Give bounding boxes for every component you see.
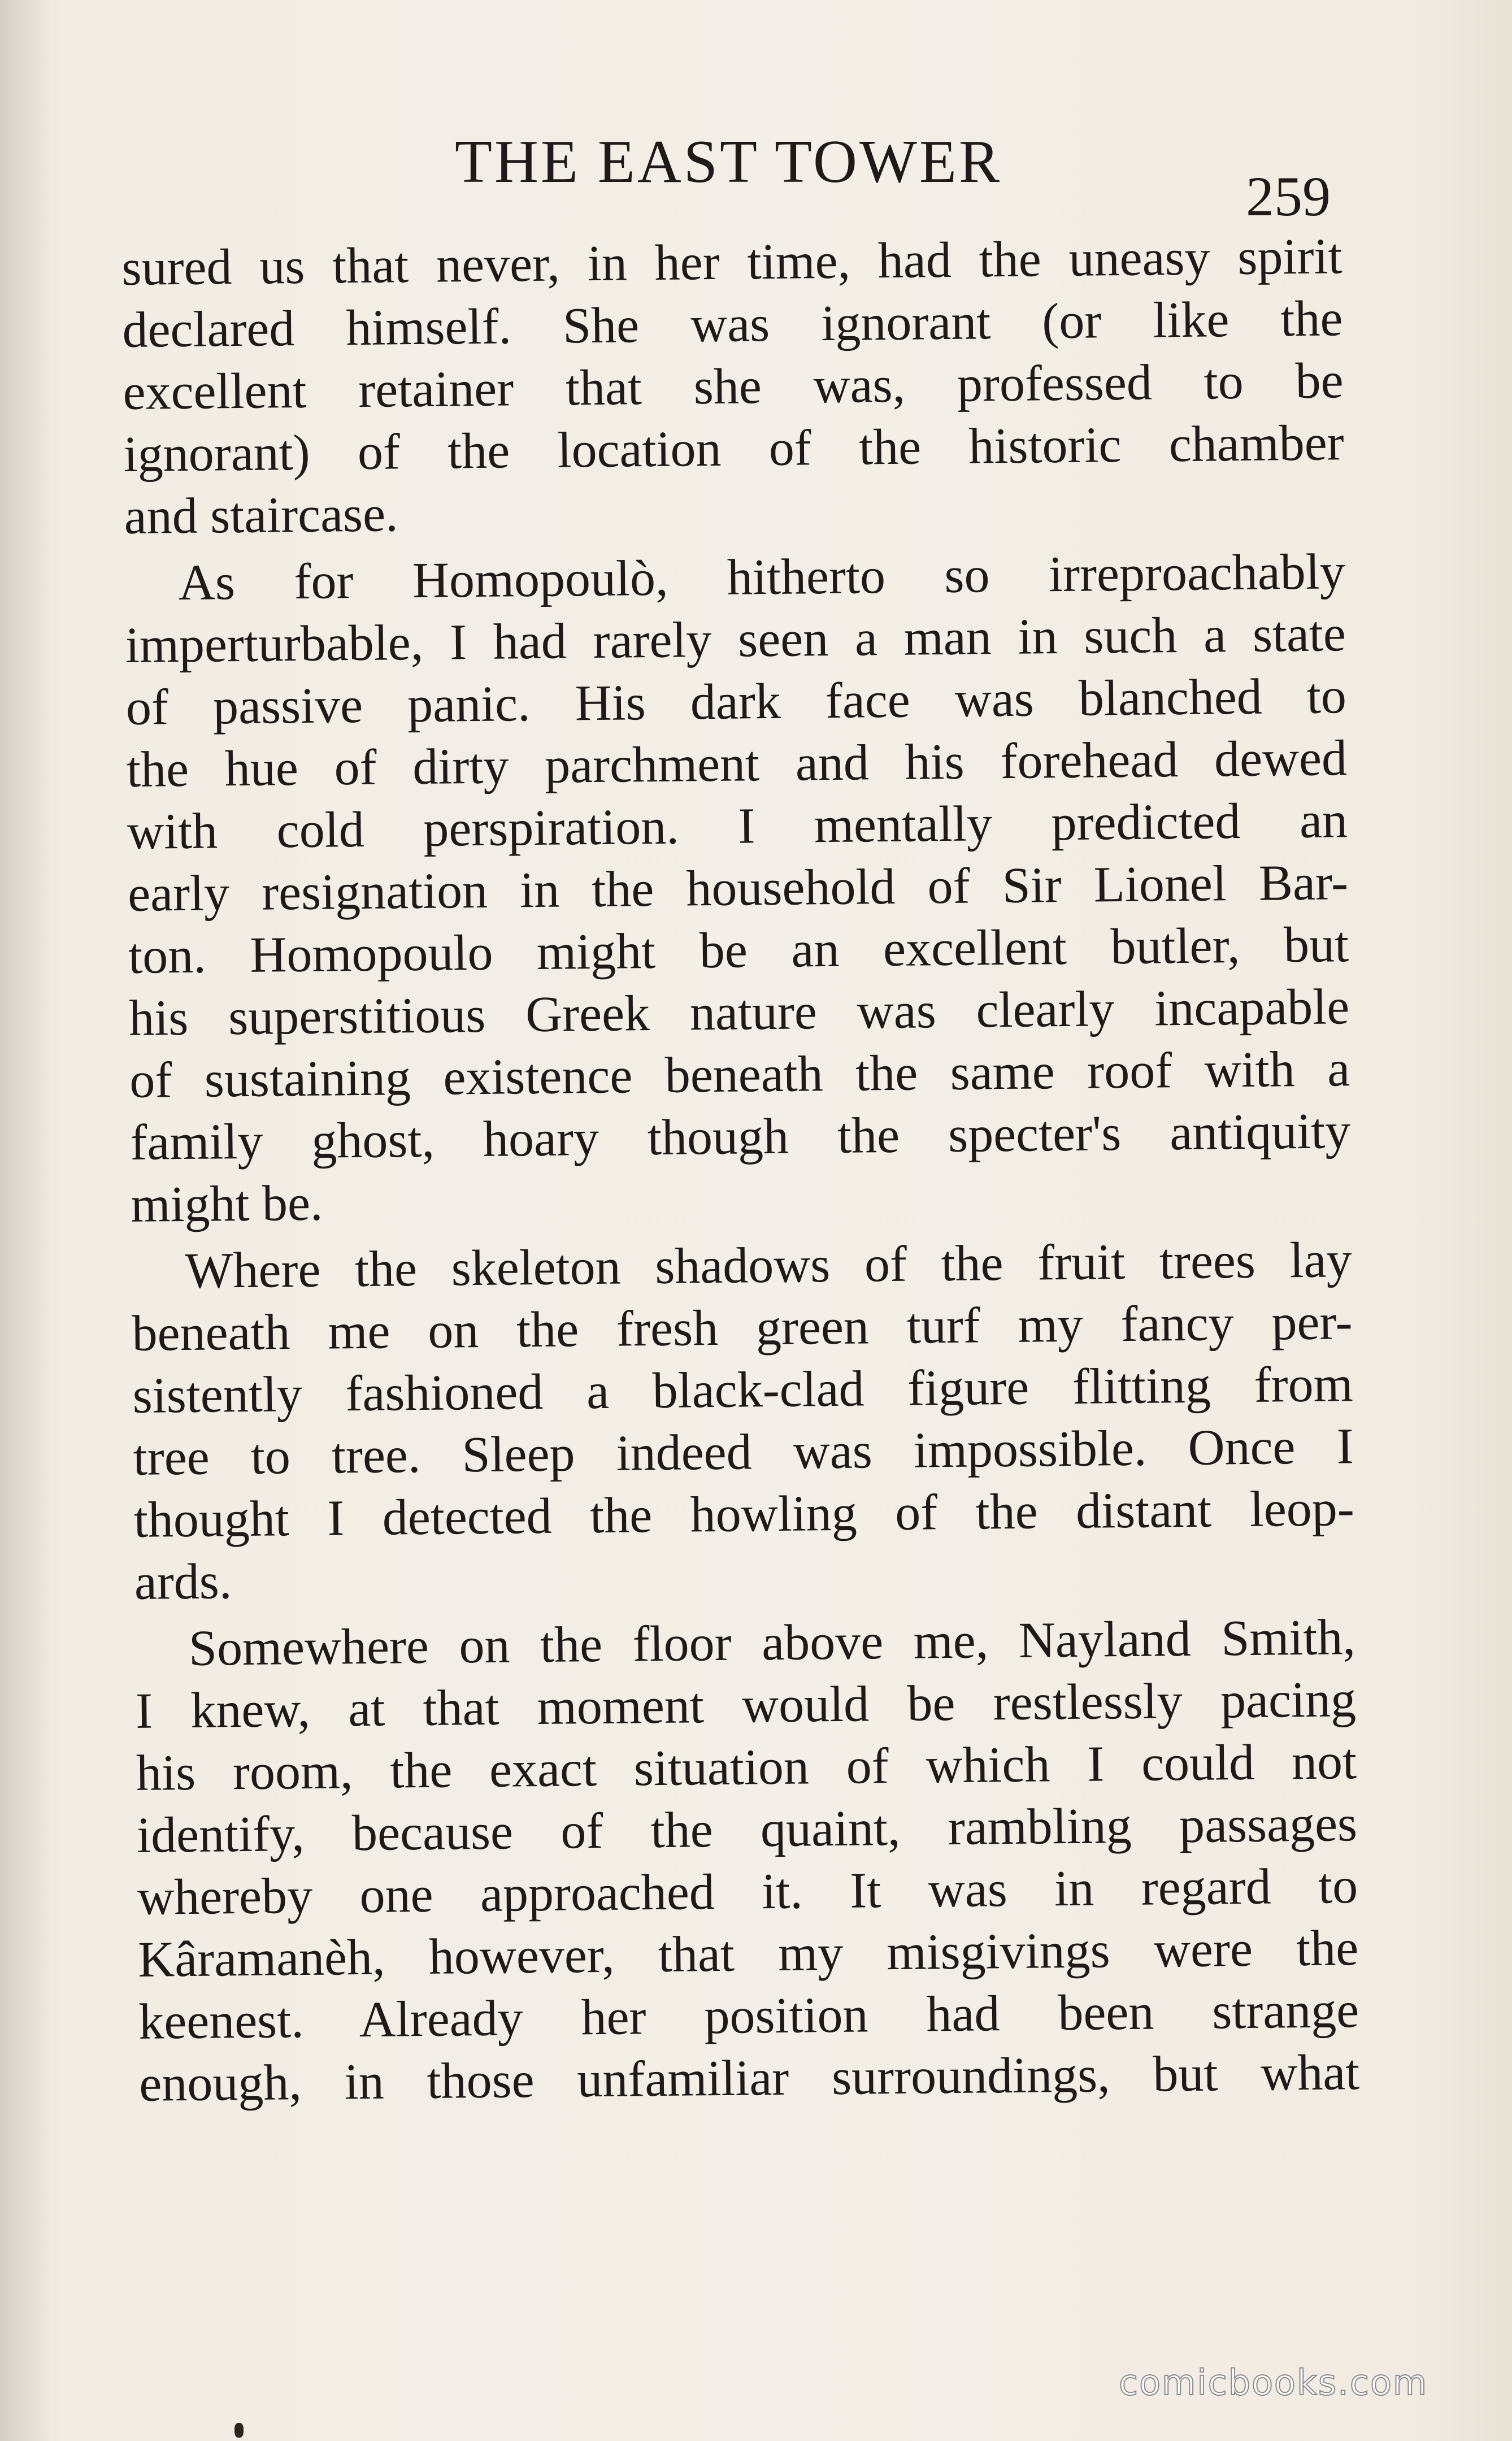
text-line: Kâramanèh, however, that my misgivings were the [137, 1920, 1359, 1988]
watermark: comicbooks.com [1119, 2362, 1428, 2403]
text-line: thought I detected the howling of the distant leop- [133, 1480, 1355, 1548]
body-text [121, 225, 1360, 2116]
paragraph [121, 225, 1345, 548]
text-line: declared himself. She was ignorant (or like the [122, 290, 1343, 358]
text-line: ignorant) of the location of the historic chamber [123, 415, 1345, 483]
text-line: his superstitious Greek nature was clearly incapable [128, 979, 1350, 1046]
text-line: sured us that never, in her time, had the uneasy spirit [121, 228, 1342, 296]
text-line: beneath me on the fresh green turf my fancy per- [132, 1294, 1353, 1362]
text-line: might be. [130, 1175, 323, 1233]
text-line: keenest. Already her position had been strange [138, 1982, 1359, 2050]
text-line: ton. Homopoulo might be an excellent butler, but [128, 917, 1349, 984]
ink-speck [234, 2423, 244, 2438]
page-number: 259 [1246, 165, 1331, 228]
text-line: ards. [134, 1553, 232, 1610]
text-line: the hue of dirty parchment and his forehead dewed [126, 730, 1348, 798]
text-line: imperturbable, I had rarely seen a man in such a state [125, 606, 1346, 674]
text-line: of passive panic. His dark face was blanched to [125, 668, 1347, 736]
text-line: tree to tree. Sleep indeed was impossible. Once I [133, 1418, 1354, 1486]
text-line: excellent retainer that she was, professed to be [123, 353, 1344, 420]
text-line: whereby one approached it. It was in regard to [137, 1858, 1358, 1926]
text-line: identify, because of the quaint, rambling passages [136, 1796, 1358, 1864]
text-line: Somewhere on the floor above me, Nayland Smith, [188, 1609, 1356, 1676]
text-line: sistently fashioned a black-clad figure flitting from [132, 1356, 1354, 1424]
text-line: with cold perspiration. I mentally predicted an [127, 792, 1348, 860]
text-line: of sustaining existence beneath the same roof with a [129, 1041, 1350, 1109]
spine-shadow [0, 0, 51, 2441]
paragraph [131, 1229, 1355, 1614]
text-line: his room, the exact situation of which I could not [136, 1734, 1357, 1801]
text-line: Where the skeleton shadows of the fruit trees lay [185, 1232, 1352, 1300]
paragraph [134, 1606, 1359, 2116]
text-line: and staircase. [124, 486, 398, 545]
text-line: enough, in those unfamiliar surroundings, but what [138, 2044, 1360, 2112]
text-line: As for Homopoulò, hitherto so irreproachably [178, 544, 1346, 611]
running-head-title: THE EAST TOWER [455, 128, 1002, 196]
text-line: early resignation in the household of Sir Lionel Bar- [127, 854, 1349, 922]
text-line: family ghost, hoary though the specter's antiquity [129, 1103, 1351, 1171]
text-line: I knew, at that moment would be restlessly pacing [135, 1671, 1357, 1739]
paragraph [124, 541, 1352, 1236]
